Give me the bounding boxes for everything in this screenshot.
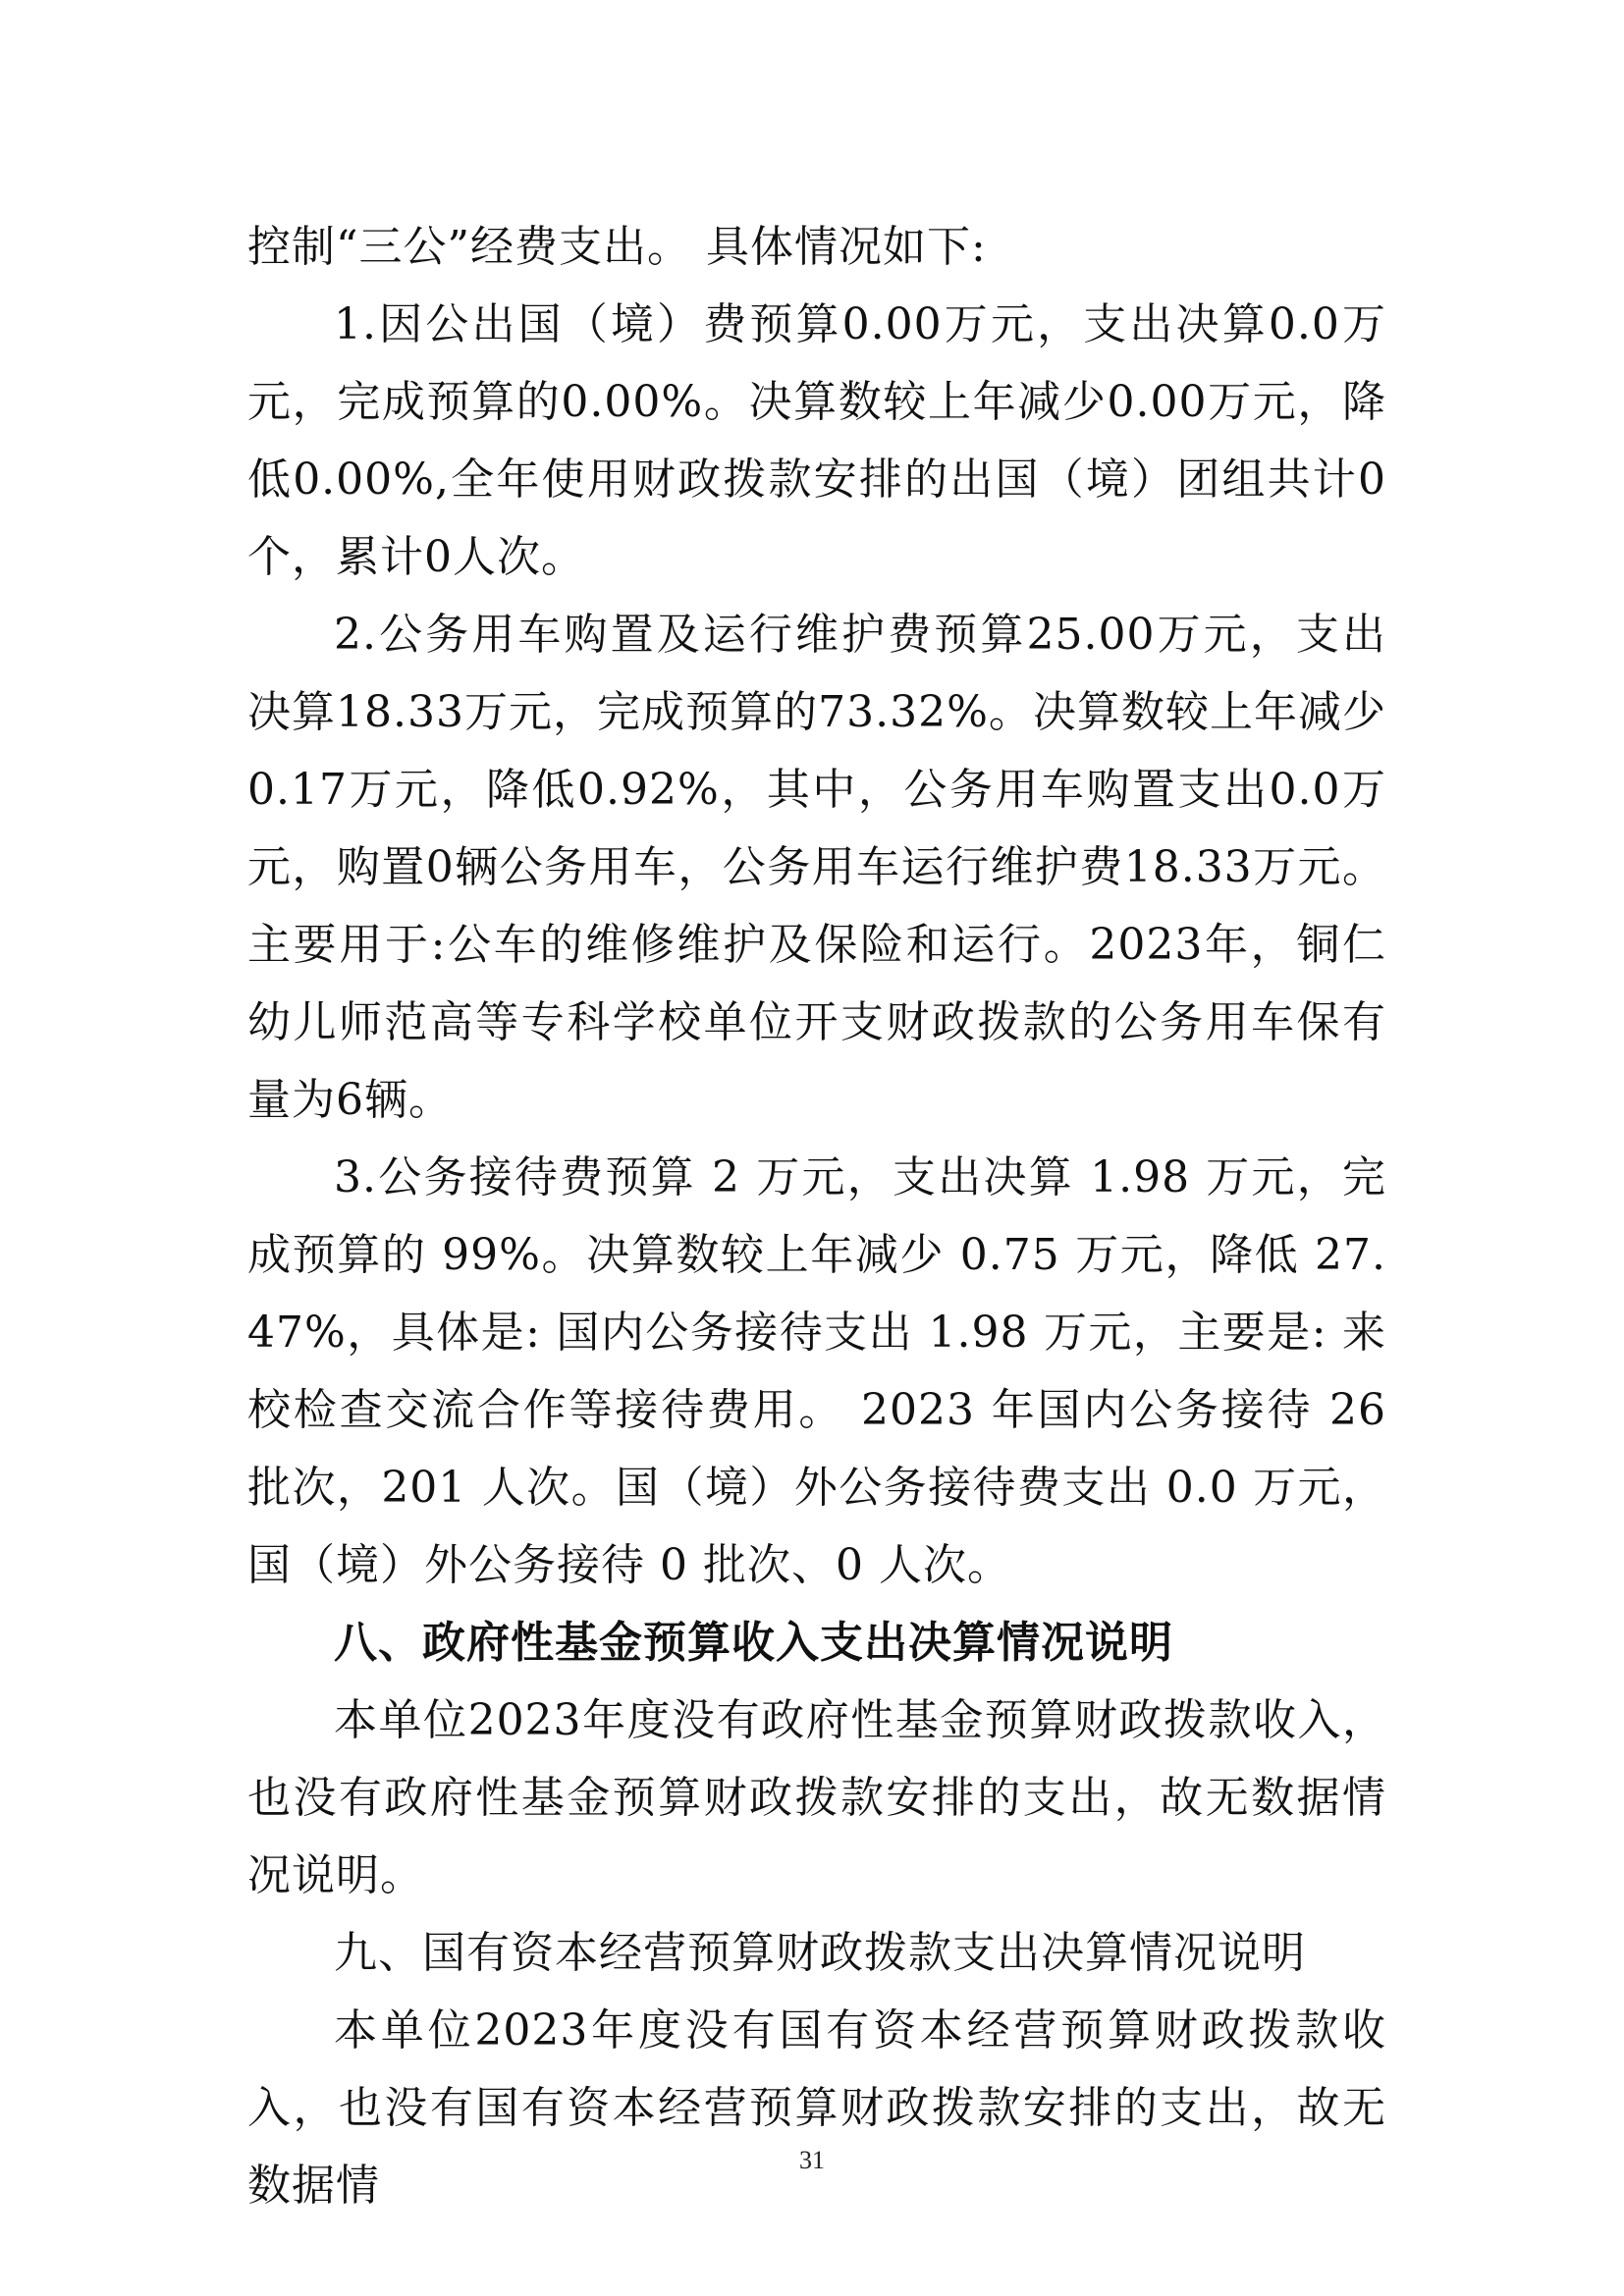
official-reception-paragraph: 3.公务接待费预算 2 万元，支出决算 1.98 万元，完成预算的 99%。决算数较上年减少 0.75 万元，降低 27.47%，具体是: 国内公务接待支出 1.98 万元，主要是: 来校检查交流合作等接待费用。 2023 年国内公务接待 26 批次，201 人次。国（境）外公务接待费支出 0.0 万元，国（境）外公务接待 0 批次、0 人次。 <box>247 1152 1386 1590</box>
official-vehicle-paragraph: 2.公务用车购置及运行维护费预算25.00万元，支出决算18.33万元，完成预算的73.32%。决算数较上年减少0.17万元，降低0.92%，其中，公务用车购置支出0.0万元，购置0辆公务用车，公务用车运行维护费18.33万元。主要用于:公车的维修维护及保险和运行。2023年，铜仁幼儿师范高等专科学校单位开支财政拨款的公务用车保有量为6辆。 <box>247 610 1386 1125</box>
document-page <box>247 208 1386 2224</box>
section-9-body: 本单位2023年度没有国有资本经营预算财政拨款收入，也没有国有资本经营预算财政拨款安排的支出，故无数据情 <box>247 2005 1386 2211</box>
section-9-heading: 九、国有资本经营预算财政拨款支出决算情况说明 <box>334 1928 1306 1978</box>
intro-paragraph: 控制“三公”经费支出。 具体情况如下: <box>247 222 987 272</box>
outbound-travel-paragraph: 1.因公出国（境）费预算0.00万元，支出决算0.0万元，完成预算的0.00%。决算数较上年减少0.00万元，降低0.00%,全年使用财政拨款安排的出国（境）团组共计0个，累计0人次。 <box>247 299 1386 582</box>
section-8-body: 本单位2023年度没有政府性基金预算财政拨款收入，也没有政府性基金预算财政拨款安排的支出，故无数据情况说明。 <box>247 1695 1386 1900</box>
page-number: 31 <box>799 2146 825 2174</box>
section-8-heading: 八、政府性基金预算收入支出决算情况说明 <box>334 1618 1173 1668</box>
